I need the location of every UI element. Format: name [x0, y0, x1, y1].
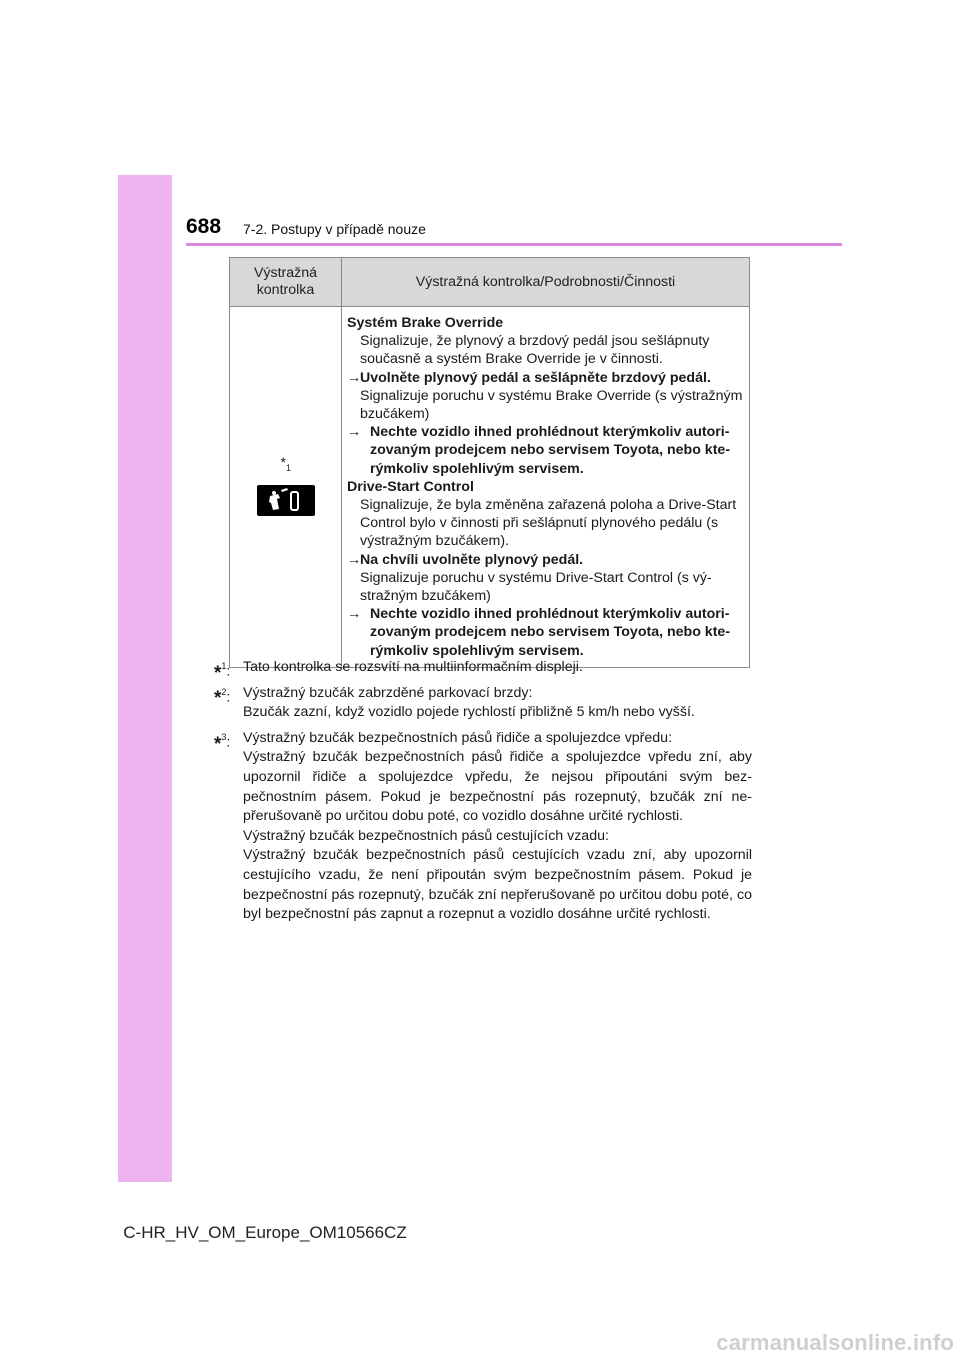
footnote-text: Bzučák zazní, když vozidlo pojede rychlostí přibližně 5 km/h nebo vyšší.	[243, 704, 695, 721]
watermark-text: carmanualsonline.info	[716, 1330, 954, 1355]
description-line	[347, 423, 743, 478]
footnote-marker: *$^3$:	[214, 731, 231, 755]
arrow-icon: →	[347, 606, 362, 623]
arrow-icon: →	[347, 369, 362, 386]
description-line: Drive-Start Control	[347, 478, 474, 495]
footnote-text: Výstražný bzučák bezpečnostních pásů cestujících vzadu:	[243, 827, 609, 844]
footnote-text: Výstražný bzučák bezpečnostních pásů řidiče a spolujezdce vpředu:	[243, 729, 673, 746]
footnote-marker: *$^1$:	[214, 661, 231, 684]
warning-light-table	[229, 257, 750, 668]
arrow-icon: →	[347, 424, 362, 441]
header-rule	[186, 243, 842, 246]
col-header-warning-light	[230, 258, 342, 307]
col-header-warning-light-text: Výstražná kontrolka	[253, 265, 318, 298]
brake-override-warning-icon-graphic	[257, 485, 315, 516]
description-line	[347, 551, 743, 569]
description-line: Signalizuje poruchu v systému Drive-Start Control (s vý-stražným bzučákem)	[360, 569, 712, 605]
footnote-marker: *$^2$:	[214, 686, 231, 710]
warning-light-description-cell	[342, 307, 750, 668]
footnote-text: Výstražný bzučák bezpečnostních pásů řidiče a spolujezdce vpředu zní, aby upozornil řidiče a spolujezdce vpředu, že nejsou připoutáni svým bez-pečnostním pásem. Pokud je bezpečnostní pás rozepnutý, bzučák zní ne-přerušovaně po určitou dobu poté, co vozidlo dosáhne určité rychlosti.	[243, 749, 752, 825]
description-line	[347, 605, 743, 660]
description-line: Signalizuje poruchu v systému Brake Override (s výstražným bzučákem)	[360, 387, 743, 423]
page-number: 688	[186, 215, 222, 238]
action-text: Uvolněte plynový pedál a sešlápněte brzdový pedál.	[360, 369, 711, 386]
footnote-text: Tato kontrolka se rozsvítí na multiinformačním displeji.	[243, 659, 583, 675]
arrow-icon: →	[347, 551, 362, 568]
footnote	[214, 658, 752, 684]
description-line	[347, 369, 743, 387]
footnote-star: *	[280, 454, 286, 471]
footnote-number: 1	[285, 463, 291, 474]
description-line: Signalizuje, že plynový a brzdový pedál jsou sešlápnuty současně a systém Brake Override je v činnosti.	[360, 333, 710, 368]
footnote-marker	[281, 453, 291, 477]
footnotes-list	[214, 658, 752, 931]
col-header-details: Výstražná kontrolka/Podrobnosti/Činnosti	[342, 258, 750, 307]
action-text: Nechte vozidlo ihned prohlédnout kterýmkoliv autori-zovaným prodejcem nebo servisem Toyota, nebo kte-rýmkoliv spolehlivým servisem.	[370, 424, 731, 477]
table-row	[230, 307, 750, 668]
chapter-tab-band	[118, 175, 172, 1182]
table-header-row	[230, 258, 750, 307]
action-text: Nechte vozidlo ihned prohlédnout kterýmkoliv autori-zovaným prodejcem nebo servisem Toyota, nebo kte-rýmkoliv spolehlivým servisem.	[370, 606, 731, 659]
warning-light-cell	[230, 307, 342, 668]
warning-light-icon-wrap	[256, 454, 316, 517]
footnote-text: Výstražný bzučák zabrzděné parkovací brzdy:	[243, 684, 533, 701]
action-text: Na chvíli uvolněte plynový pedál.	[360, 551, 584, 568]
footnote	[214, 729, 752, 925]
description-line: Signalizuje, že byla změněna zařazená poloha a Drive-Start Control bylo v činnosti při sešlápnutí plynového pedálu (s výstražným bzučákem).	[360, 497, 737, 550]
footnote-text: Výstražný bzučák bezpečnostních pásů cestujících vzadu zní, aby upozornil cestujícího vzadu, že není připoután svým bezpečnostním pásem. Pokud je bezpečnostní pás rozepnutý, bzučák zní nepřerušovaně po určitou dobu poté, co byl bezpečnostní pás zapnut a rozepnut a vozidlo dosáhne určité rychlosti.	[243, 847, 752, 923]
footnote	[214, 684, 752, 723]
section-title: 7-2. Postupy v případě nouze	[243, 221, 426, 237]
description-line: Systém Brake Override	[347, 315, 504, 331]
brake-override-warning-icon	[257, 485, 315, 516]
document-id: C-HR_HV_OM_Europe_OM10566CZ	[123, 1223, 407, 1242]
